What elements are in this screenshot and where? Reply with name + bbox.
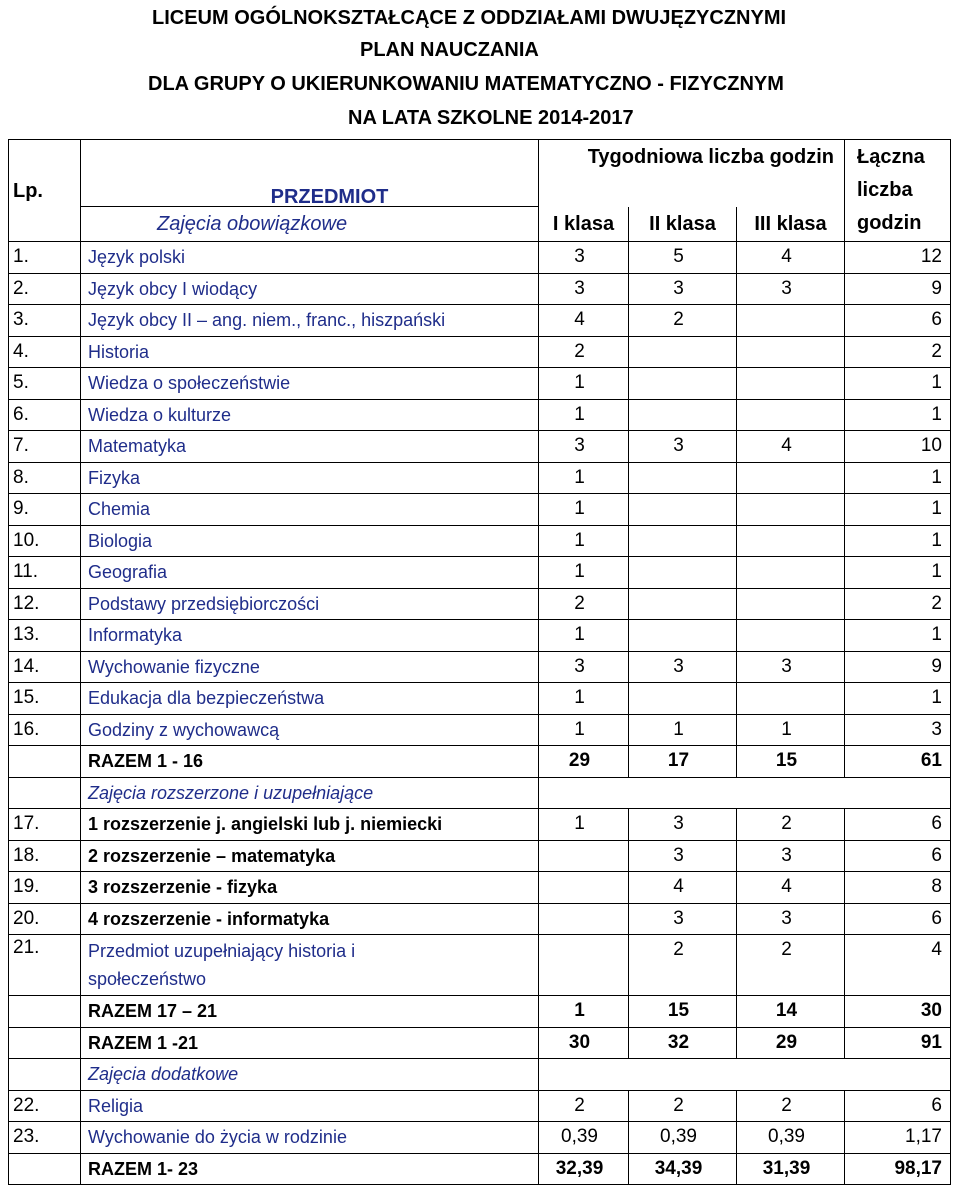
header-klasa-3: III klasa — [737, 207, 845, 242]
row-klasa-2: 15 — [629, 996, 737, 1028]
row-subject: 3 rozszerzenie - fizyka — [81, 872, 539, 904]
row-klasa-2 — [629, 336, 737, 368]
row-sum: 12 — [845, 242, 951, 274]
row-klasa-2: 4 — [629, 872, 737, 904]
row-sum: 2 — [845, 588, 951, 620]
table-row — [9, 588, 951, 620]
row-klasa-2 — [629, 399, 737, 431]
row-subject: Edukacja dla bezpieczeństwa — [81, 683, 539, 715]
table-row — [9, 935, 951, 996]
row-klasa-2: 2 — [629, 935, 737, 996]
header-row-3 — [9, 207, 951, 242]
row-sum: 1 — [845, 557, 951, 589]
row-sum: 4 — [845, 935, 951, 996]
row-sum: 1,17 — [845, 1122, 951, 1154]
row-klasa-2: 1 — [629, 714, 737, 746]
row-klasa-2 — [629, 620, 737, 652]
row-subject: 1 rozszerzenie j. angielski lub j. niemiecki — [81, 809, 539, 841]
table-row — [9, 903, 951, 935]
row-subject: Fizyka — [81, 462, 539, 494]
row-klasa-3: 15 — [737, 746, 845, 778]
row-lp — [9, 777, 81, 809]
row-sum: 1 — [845, 525, 951, 557]
header-spacer — [539, 174, 845, 206]
row-sum: 3 — [845, 714, 951, 746]
row-lp: 3. — [9, 305, 81, 337]
row-lp: 23. — [9, 1122, 81, 1154]
row-lp: 7. — [9, 431, 81, 463]
section-row — [9, 1059, 951, 1091]
row-sum: 6 — [845, 1090, 951, 1122]
header-lp: Lp. — [9, 140, 81, 242]
row-subject: RAZEM 1 -21 — [81, 1027, 539, 1059]
row-klasa-3: 2 — [737, 935, 845, 996]
header-laczna-1: Łączna — [857, 146, 925, 168]
row-klasa-2: 3 — [629, 431, 737, 463]
row-klasa-3: 3 — [737, 903, 845, 935]
row-subject: Wychowanie fizyczne — [81, 651, 539, 683]
row-sum: 2 — [845, 336, 951, 368]
row-lp: 2. — [9, 273, 81, 305]
row-klasa-1: 0,39 — [539, 1122, 629, 1154]
row-lp: 19. — [9, 872, 81, 904]
row-klasa-1: 32,39 — [539, 1153, 629, 1185]
row-klasa-1: 30 — [539, 1027, 629, 1059]
row-lp: 21. — [9, 935, 81, 996]
row-klasa-2: 34,39 — [629, 1153, 737, 1185]
row-lp: 22. — [9, 1090, 81, 1122]
title-years: NA LATA SZKOLNE 2014-2017 — [348, 107, 634, 129]
row-lp — [9, 996, 81, 1028]
row-klasa-3 — [737, 494, 845, 526]
row-sum: 8 — [845, 872, 951, 904]
header-laczna-2: liczba — [857, 179, 913, 201]
row-klasa-1: 1 — [539, 399, 629, 431]
row-lp: 20. — [9, 903, 81, 935]
row-klasa-3: 4 — [737, 242, 845, 274]
row-klasa-1 — [539, 840, 629, 872]
table-row — [9, 431, 951, 463]
row-klasa-1: 2 — [539, 1090, 629, 1122]
row-subject: Język obcy II – ang. niem., franc., hiszpański — [81, 305, 539, 337]
row-klasa-2: 3 — [629, 809, 737, 841]
row-subject: RAZEM 1 - 16 — [81, 746, 539, 778]
row-klasa-3: 3 — [737, 651, 845, 683]
plan-table — [8, 139, 951, 1185]
razem-row — [9, 746, 951, 778]
row-klasa-2: 3 — [629, 903, 737, 935]
row-lp: 9. — [9, 494, 81, 526]
row-klasa-1: 3 — [539, 431, 629, 463]
table-row — [9, 651, 951, 683]
row-klasa-1: 1 — [539, 494, 629, 526]
row-klasa-3: 1 — [737, 714, 845, 746]
row-klasa-3: 2 — [737, 1090, 845, 1122]
row-klasa-2 — [629, 557, 737, 589]
row-lp — [9, 1059, 81, 1091]
table-row — [9, 242, 951, 274]
row-lp — [9, 1153, 81, 1185]
title-school: LICEUM OGÓLNOKSZTAŁCĄCE Z ODDZIAŁAMI DWUJĘZYCZNYMI — [152, 7, 787, 29]
row-subject: 4 rozszerzenie - informatyka — [81, 903, 539, 935]
row-lp — [9, 1027, 81, 1059]
row-klasa-3 — [737, 557, 845, 589]
table-row — [9, 462, 951, 494]
header-laczna-3: godzin — [857, 212, 922, 234]
row-klasa-1 — [539, 903, 629, 935]
row-lp: 15. — [9, 683, 81, 715]
table-row — [9, 557, 951, 589]
table-row — [9, 1122, 951, 1154]
razem-row — [9, 1027, 951, 1059]
table-row — [9, 399, 951, 431]
row-lp: 14. — [9, 651, 81, 683]
row-klasa-1: 29 — [539, 746, 629, 778]
row-subject: Wiedza o kulturze — [81, 399, 539, 431]
row-sum: 61 — [845, 746, 951, 778]
header-klasa-2: II klasa — [629, 207, 737, 242]
row-sum: 1 — [845, 462, 951, 494]
table-row — [9, 620, 951, 652]
row-subject: Wiedza o społeczeństwie — [81, 368, 539, 400]
table-row — [9, 336, 951, 368]
header-row-1 — [9, 140, 951, 175]
row-sum: 1 — [845, 399, 951, 431]
table-row — [9, 368, 951, 400]
row-subject — [81, 935, 539, 996]
row-klasa-1: 1 — [539, 525, 629, 557]
row-subject: Godziny z wychowawcą — [81, 714, 539, 746]
row-subject: Wychowanie do życia w rodzinie — [81, 1122, 539, 1154]
row-lp: 8. — [9, 462, 81, 494]
row-klasa-2: 3 — [629, 651, 737, 683]
row-klasa-3 — [737, 462, 845, 494]
table-row — [9, 714, 951, 746]
row-subject: Chemia — [81, 494, 539, 526]
table-row — [9, 525, 951, 557]
row-lp: 16. — [9, 714, 81, 746]
row-sum: 30 — [845, 996, 951, 1028]
row-klasa-2 — [629, 462, 737, 494]
row-klasa-2: 2 — [629, 305, 737, 337]
row-subject: Geografia — [81, 557, 539, 589]
table-row — [9, 840, 951, 872]
row-klasa-2 — [629, 525, 737, 557]
row-subject: Biologia — [81, 525, 539, 557]
row-sum: 6 — [845, 305, 951, 337]
row-klasa-3 — [737, 683, 845, 715]
row-lp: 12. — [9, 588, 81, 620]
title-plan: PLAN NAUCZANIA — [360, 39, 539, 61]
row-sum: 98,17 — [845, 1153, 951, 1185]
row-klasa-3: 31,39 — [737, 1153, 845, 1185]
row-klasa-3 — [737, 336, 845, 368]
row-klasa-1: 1 — [539, 462, 629, 494]
row-klasa-2: 2 — [629, 1090, 737, 1122]
section-dodatkowe: Zajęcia dodatkowe — [81, 1059, 539, 1091]
row-sum: 1 — [845, 620, 951, 652]
row-klasa-3: 3 — [737, 840, 845, 872]
row-subject: 2 rozszerzenie – matematyka — [81, 840, 539, 872]
row-subject: RAZEM 1- 23 — [81, 1153, 539, 1185]
row-klasa-2: 0,39 — [629, 1122, 737, 1154]
row-klasa-3: 0,39 — [737, 1122, 845, 1154]
header-klasa-1: I klasa — [539, 207, 629, 242]
row-sum: 1 — [845, 494, 951, 526]
row-klasa-2: 3 — [629, 273, 737, 305]
row-subject: Informatyka — [81, 620, 539, 652]
razem-row — [9, 996, 951, 1028]
row-sum: 6 — [845, 840, 951, 872]
row-subject: Podstawy przedsiębiorczości — [81, 588, 539, 620]
header-tygodniowa: Tygodniowa liczba godzin — [539, 140, 845, 175]
row-klasa-1 — [539, 935, 629, 996]
row-klasa-3: 4 — [737, 872, 845, 904]
row-sum: 1 — [845, 368, 951, 400]
table-row — [9, 872, 951, 904]
row-klasa-2: 3 — [629, 840, 737, 872]
razem-row — [9, 1153, 951, 1185]
row-lp: 6. — [9, 399, 81, 431]
row-klasa-2: 5 — [629, 242, 737, 274]
row-klasa-1: 1 — [539, 620, 629, 652]
table-row — [9, 305, 951, 337]
row-lp: 13. — [9, 620, 81, 652]
row-klasa-3 — [737, 525, 845, 557]
row-lp: 5. — [9, 368, 81, 400]
row-klasa-1: 1 — [539, 809, 629, 841]
row-klasa-1: 2 — [539, 336, 629, 368]
row-klasa-2: 32 — [629, 1027, 737, 1059]
row-lp — [9, 746, 81, 778]
row-klasa-1: 1 — [539, 996, 629, 1028]
title-group: DLA GRUPY O UKIERUNKOWANIU MATEMATYCZNO - FIZYCZNYM — [148, 73, 784, 95]
row-subject: Język obcy I wiodący — [81, 273, 539, 305]
row-subject: Historia — [81, 336, 539, 368]
row-klasa-3: 29 — [737, 1027, 845, 1059]
row-subject: RAZEM 17 – 21 — [81, 996, 539, 1028]
row-subject: Język polski — [81, 242, 539, 274]
row-subject-line-1: Przedmiot uzupełniający historia i — [88, 941, 356, 961]
row-sum: 10 — [845, 431, 951, 463]
row-klasa-1: 3 — [539, 242, 629, 274]
row-sum: 91 — [845, 1027, 951, 1059]
row-lp: 10. — [9, 525, 81, 557]
row-klasa-3: 14 — [737, 996, 845, 1028]
row-klasa-3 — [737, 620, 845, 652]
row-klasa-1: 4 — [539, 305, 629, 337]
row-klasa-2 — [629, 588, 737, 620]
row-klasa-1: 3 — [539, 273, 629, 305]
row-klasa-1: 3 — [539, 651, 629, 683]
row-klasa-2 — [629, 368, 737, 400]
row-klasa-1: 1 — [539, 368, 629, 400]
row-klasa-3: 2 — [737, 809, 845, 841]
table-row — [9, 273, 951, 305]
table-row — [9, 809, 951, 841]
row-klasa-2: 17 — [629, 746, 737, 778]
row-klasa-3 — [737, 368, 845, 400]
row-lp: 1. — [9, 242, 81, 274]
row-sum: 1 — [845, 683, 951, 715]
row-lp: 17. — [9, 809, 81, 841]
header-przedmiot: PRZEDMIOT — [81, 140, 539, 207]
row-lp: 11. — [9, 557, 81, 589]
row-sum: 9 — [845, 273, 951, 305]
row-lp: 4. — [9, 336, 81, 368]
header-laczna — [845, 140, 951, 242]
row-klasa-1: 1 — [539, 557, 629, 589]
row-klasa-1 — [539, 872, 629, 904]
row-subject: Religia — [81, 1090, 539, 1122]
section-rozszerzone: Zajęcia rozszerzone i uzupełniające — [81, 777, 539, 809]
row-klasa-3: 3 — [737, 273, 845, 305]
row-subject: Matematyka — [81, 431, 539, 463]
section-empty — [539, 1059, 951, 1091]
row-klasa-3 — [737, 399, 845, 431]
row-klasa-3 — [737, 305, 845, 337]
table-row — [9, 683, 951, 715]
row-sum: 6 — [845, 903, 951, 935]
header-zajecia-obowiazkowe: Zajęcia obowiązkowe — [81, 207, 539, 242]
row-sum: 6 — [845, 809, 951, 841]
row-klasa-2 — [629, 494, 737, 526]
row-subject-line-2: społeczeństwo — [88, 969, 207, 989]
table-row — [9, 494, 951, 526]
row-klasa-1: 1 — [539, 683, 629, 715]
section-empty — [539, 777, 951, 809]
row-klasa-3: 4 — [737, 431, 845, 463]
row-klasa-3 — [737, 588, 845, 620]
row-klasa-2 — [629, 683, 737, 715]
row-lp: 18. — [9, 840, 81, 872]
row-klasa-1: 2 — [539, 588, 629, 620]
row-klasa-1: 1 — [539, 714, 629, 746]
section-row — [9, 777, 951, 809]
table-row — [9, 1090, 951, 1122]
row-sum: 9 — [845, 651, 951, 683]
